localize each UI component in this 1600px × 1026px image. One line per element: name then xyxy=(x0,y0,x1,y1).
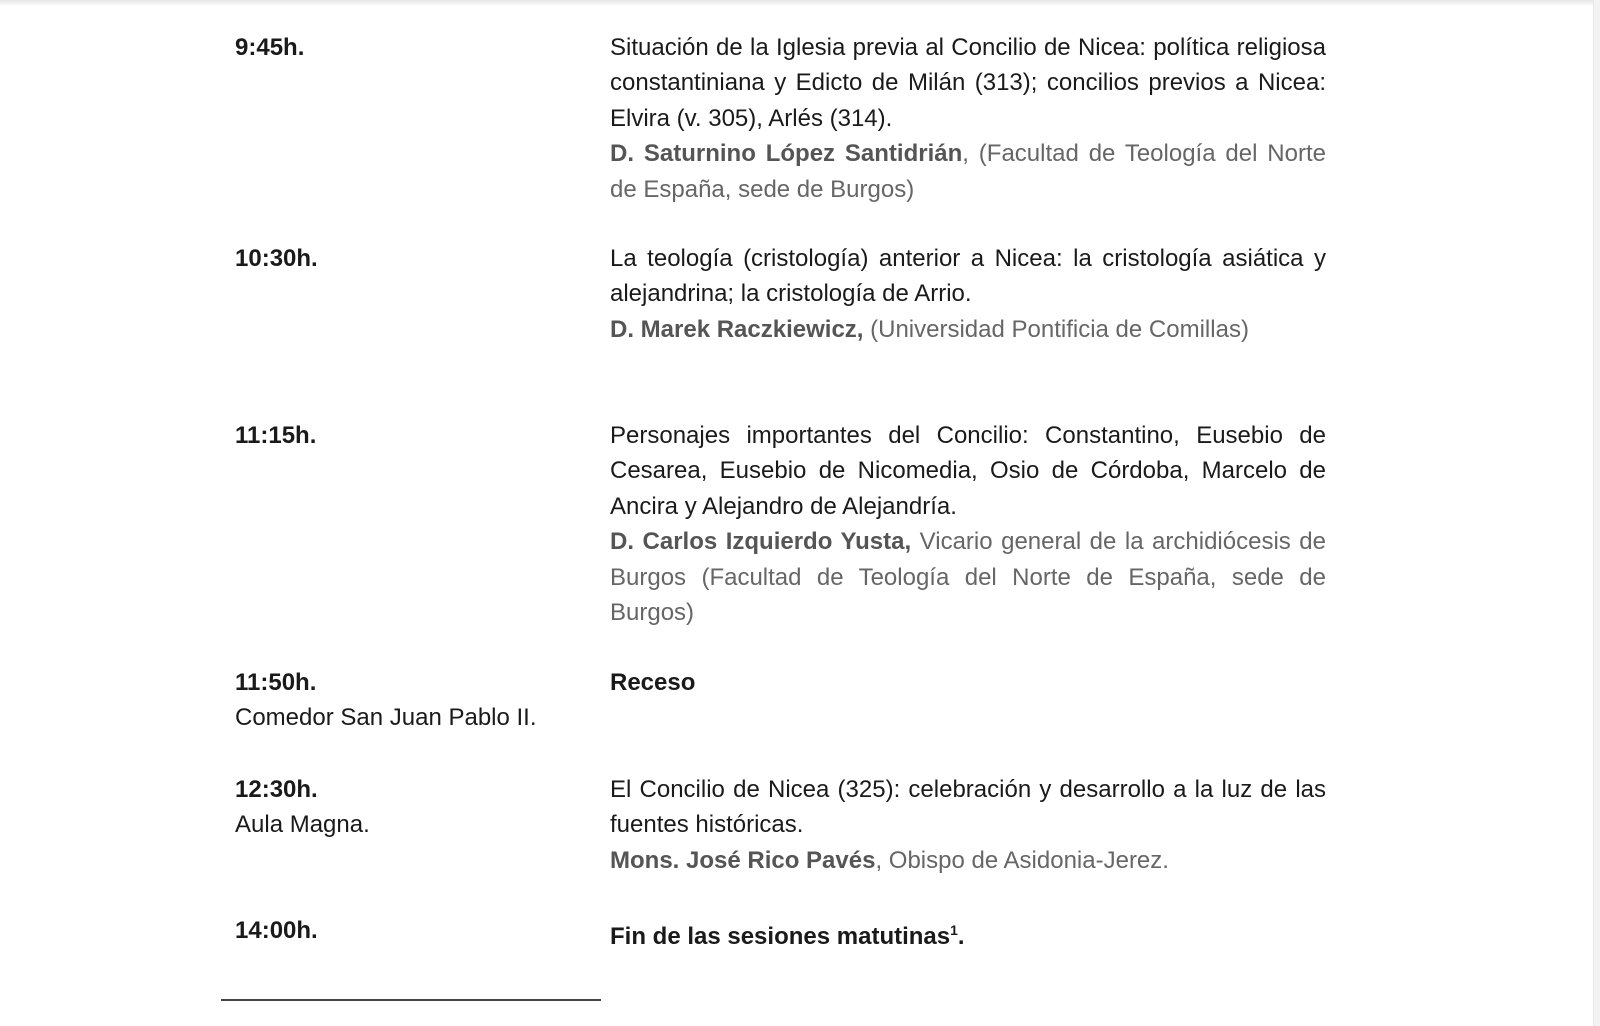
talk-title: El Concilio de Nicea (325): celebración y desarrollo a la luz de las fuentes históricas. xyxy=(610,776,1326,839)
entry-time: 10:30h. xyxy=(235,245,318,272)
speaker-affiliation: , Obispo de Asidonia-Jerez. xyxy=(875,846,1169,874)
entry-description xyxy=(610,418,1326,630)
entry-description xyxy=(610,241,1326,347)
entry-description xyxy=(610,30,1326,207)
page-top-shadow xyxy=(0,0,1600,6)
entry-time: 11:50h. Comedor San Juan Pablo II. xyxy=(235,669,537,732)
entry-time: 11:15h. xyxy=(235,422,317,449)
speaker-affiliation: , (Facultad de Teología del Norte de España, sede de Burgos) xyxy=(610,140,1326,203)
speaker-line xyxy=(610,524,1326,630)
speaker-name: D. Carlos Izquierdo Yusta, xyxy=(610,528,912,556)
footnote-separator xyxy=(221,999,601,1001)
speaker-name: Mons. José Rico Pavés xyxy=(610,846,876,874)
entry-description xyxy=(610,913,1326,954)
entry-location: Comedor San Juan Pablo II. xyxy=(235,704,537,732)
speaker-affiliation: Vicario general de la archidiócesis de Burgos (Facultad de Teología del Norte de España, sede de Burgos) xyxy=(610,528,1326,627)
entry-time: 12:30h. Aula Magna. xyxy=(235,776,370,839)
break-title: Receso xyxy=(610,669,696,696)
speaker-line xyxy=(610,312,1326,347)
speaker-line xyxy=(610,843,1326,878)
speaker-name: D. Saturnino López Santidrián xyxy=(610,140,963,168)
talk-title: La teología (cristología) anterior a Nicea: la cristología asiática y alejandrina; la cristología de Arrio. xyxy=(610,245,1326,308)
talk-title: Personajes importantes del Concilio: Constantino, Eusebio de Cesarea, Eusebio de Nicomedia, Osio de Córdoba, Marcelo de Ancira y Alejandro de Alejandría. xyxy=(610,422,1326,520)
entry-description xyxy=(610,665,1326,700)
footnote-reference[interactable]: 1 xyxy=(950,922,958,938)
entry-time: 14:00h. xyxy=(235,917,318,944)
closing-title: Fin de las sesiones matutinas$^1$. xyxy=(610,922,965,950)
page-right-edge xyxy=(1593,0,1600,1026)
talk-title: Situación de la Iglesia previa al Concilio de Nicea: política religiosa constantiniana y Edicto de Milán (313); concilios previos a Nicea: Elvira (v. 305), Arlés (314). xyxy=(610,34,1326,132)
entry-location: Aula Magna. xyxy=(235,811,370,839)
entry-description xyxy=(610,772,1326,878)
speaker-affiliation: (Universidad Pontificia de Comillas) xyxy=(863,315,1249,343)
speaker-name: D. Marek Raczkiewicz, xyxy=(610,315,864,343)
entry-time: 9:45h. xyxy=(235,34,305,61)
speaker-line xyxy=(610,136,1326,207)
